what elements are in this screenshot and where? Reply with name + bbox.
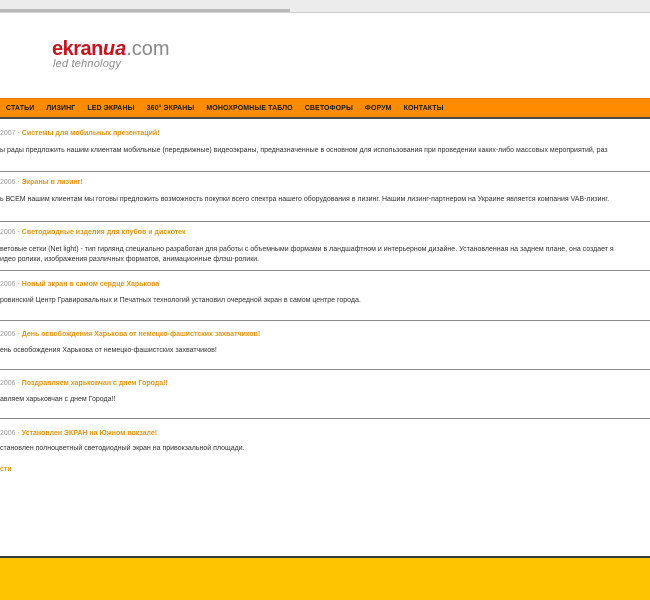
news-text: авляем харьковчан с днем Города!! [0, 396, 116, 403]
logo-ua: ua [102, 38, 127, 60]
news-header [0, 229, 186, 236]
news-text: ень освобождения Харькова от немецко-фашистских захватчиков! [0, 347, 217, 354]
news-date: 2006 - [0, 380, 22, 387]
nav-item-contacts[interactable]: КОНТАКТЫ [403, 104, 444, 112]
news-header [0, 331, 260, 338]
news-title-link[interactable]: Светодиодные изделия для клубов и дискотек [21, 229, 186, 236]
nav-item-monochrome[interactable]: МОНОХРОМНЫЕ ТАБЛО [206, 104, 293, 112]
news-header [0, 130, 160, 137]
news-text-line2: идео ролики, изображения различных форматов, анимационные флэш-ролики. [0, 256, 260, 263]
browser-strip [0, 9, 290, 12]
nav-item-forum[interactable]: ФОРУМ [364, 104, 392, 112]
site-logo[interactable] [52, 38, 182, 74]
nav-item-articles[interactable]: СТАТЬИ [6, 104, 35, 112]
footer-bar [0, 558, 650, 600]
nav-item-traffic-lights[interactable]: СВЕТОФОРЫ [304, 104, 353, 112]
news-item [0, 120, 650, 172]
nav-item-led-screens[interactable]: LED ЭКРАНЫ [87, 104, 135, 112]
logo-ekran: ekran [52, 38, 103, 60]
nav-item-360-screens[interactable]: 360° ЭКРАНЫ [146, 104, 195, 112]
news-header [0, 179, 83, 186]
news-title-link[interactable]: Экраны в лизинг! [21, 179, 83, 186]
news-title-link[interactable]: Системы для мобильных презентаций! [21, 130, 160, 137]
logo-com: .com [126, 38, 170, 60]
news-item [0, 222, 650, 271]
logo-tagline: led tehnology [53, 58, 122, 70]
news-item [0, 419, 650, 459]
news-header [0, 380, 168, 387]
news-item [0, 370, 650, 419]
news-date: 2006 - [0, 281, 22, 288]
news-title-link[interactable]: Поздравляем харьковчан с днем Города!! [21, 380, 168, 387]
news-text: становлен полноцветный светодиодный экран на привокзальной площади. [0, 445, 245, 452]
news-text: ь ВСЕМ нашим клиентам мы готовы предложить возможность покупки всего спектра нашего оборудования в лизинг. Нашим лизинг-партнером на Украине является компания VAB-лизинг. [0, 196, 610, 203]
window-top-frame [0, 0, 650, 13]
nav-item-leasing[interactable]: ЛИЗИНГ [46, 104, 76, 112]
news-header [0, 430, 157, 437]
news-item [0, 271, 650, 321]
news-title-link[interactable]: Новый экран в самом сердце Харькова [21, 281, 160, 288]
main-nav [0, 98, 650, 119]
news-item [0, 321, 650, 370]
news-title-link[interactable]: Установлен ЭКРАН на Южном вокзале! [21, 430, 158, 437]
all-news-link[interactable]: сти [0, 466, 12, 473]
news-text: ы рады предложить нашим клиентам мобильные (передвижные) видеоэкраны, предназначенные в основном для использования при проведении каких-либо массовых мероприятий, раз [0, 147, 608, 154]
news-list [0, 120, 650, 459]
news-item [0, 172, 650, 222]
news-header [0, 281, 159, 288]
news-date: 2006 - [0, 331, 22, 338]
news-date: 2006 - [0, 179, 22, 186]
news-text: ветовые сетки (Net light) - тип гирлянд специально разработан для работы с объемными формами в ландшафтном и интерьерном дизайне. Установленная на заднем плане, она создает я [0, 246, 614, 253]
news-title-link[interactable]: День освобождения Харькова от немецко-фашистских захватчиков! [21, 331, 261, 338]
news-date: 2006 - [0, 229, 22, 236]
logo-wordmark [52, 38, 182, 60]
news-text: ровинский Центр Гравировальных и Печатных технологий установил очередной экран в самом центре города. [0, 297, 361, 304]
news-date: 2006 - [0, 430, 22, 437]
news-date: 2007 - [0, 130, 22, 137]
